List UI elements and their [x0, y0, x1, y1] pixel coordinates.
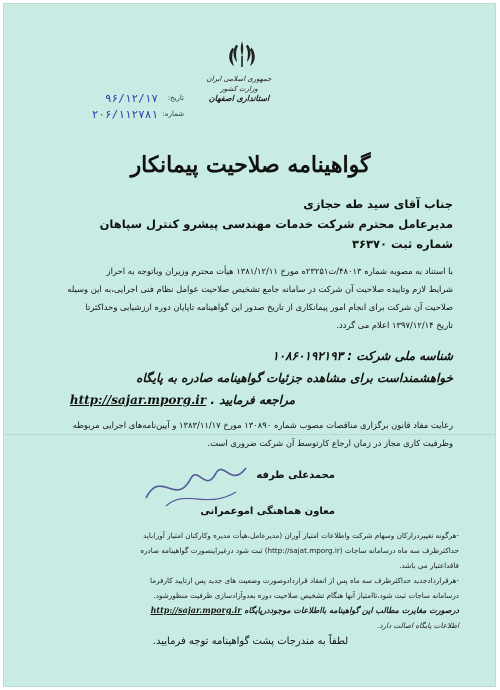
note-line: اطلاعات پایگاه اصالت دارد.	[377, 621, 459, 630]
note-line: درسامانه ساجات ثبت شود،تاامتیاز آنها هنگام تشخیص صلاحیت دوره بعدوآزادسازی ظرفیت منظورشود.	[153, 591, 459, 600]
header-line-ministry: وزارت کشور	[220, 85, 258, 93]
national-id: شناسه ملی شرکت : ۱۰۸۶۰۱۹۲۱۹۳	[272, 349, 453, 363]
notes-block	[39, 528, 459, 633]
certificate-page	[3, 3, 496, 687]
body-line: صلاحیت آن شرکت برای انجام امور پیمانکاری از تاریخ صدور این گواهینامه تاپایان دوره ارزشیابی وحداکثرتا	[85, 302, 453, 312]
recipient-registration: شماره ثبت ۳۶۳۷۰	[351, 237, 453, 251]
note-line-link	[39, 603, 459, 618]
note-line: فاقداعتبار می باشد.	[399, 561, 459, 570]
note-line: -هرگونه تغییردرارکان وسهام شرکت واطلاعات امتیاز آوران (مدیرعامل،هیأت مدیره وکارکنان امتیاز آور)باید	[143, 531, 459, 540]
request-line: خواهشمنداست برای مشاهده جزئیات گواهینامه صادره به پایگاه	[136, 371, 453, 385]
body-paragraph	[43, 262, 453, 334]
note-line: حداکثرظرف سه ماه درسامانه ساجات (http://sajat.mporg.ir) ثبت شود درغیراینصورت گواهینامه صادره	[140, 546, 459, 555]
header-line-country: جمهوری اسلامی ایران	[206, 75, 272, 83]
recipient-position: مدیرعامل محترم شرکت خدمات مهندسی پیشرو کنترل سپاهان	[99, 217, 453, 231]
body-line: با استناد به مصوبه شماره ۴۸۰۱۳/ت۲۳۲۵۱ه مورخ ۱۳۸۱/۱۲/۱۱ هیأت محترم وزیران وباتوجه به احراز	[106, 266, 453, 276]
site-row	[70, 390, 295, 410]
date-value: ۹۶/۱۲/۱۷	[105, 91, 158, 105]
note-text: درصورت مغایرت مطالب این گواهینامه بااطلاعات موجوددرپایگاه	[244, 606, 459, 615]
body-line: شرایط لازم وتاییده صلاحیت آن شرکت در سامانه جامع تشخیص صلاحیت عوامل نظام فنی اجرایی،به این وسیله	[67, 284, 453, 294]
header-line-governorate: استانداری اصفهان	[208, 94, 270, 103]
footer-note: لطفاً به مندرجات پشت گواهینامه توجه فرمایید.	[152, 636, 349, 647]
body-line: تاریخ ۱۳۹۷/۱۲/۱۴ اعلام می گردد.	[336, 320, 453, 330]
sajar-link-notes[interactable]: http://sajar.mporg.ir	[150, 605, 242, 615]
number-label: شماره:	[162, 110, 184, 118]
compliance-line: رعایت مفاد قانون برگزاری مناقصات مصوب شماره ۱۳۰۸۹۰ مورخ ۱۳۸۳/۱۱/۱۷ و آیین‌نامه‌های اجرایی مربوطه	[72, 420, 453, 430]
certificate-title: گواهینامه صلاحیت پیمانکار	[130, 152, 371, 178]
note-line: -هرقراردادجدید حداکثرظرف سه ماه پس از انعقاد قراردادوصورت وضعیت های جدید پس ازتایید کارفرما	[150, 576, 459, 585]
sajar-link[interactable]: http://sajar.mporg.ir	[69, 393, 207, 407]
number-row	[34, 106, 184, 122]
iran-emblem-icon	[226, 38, 258, 72]
fold-line	[4, 434, 496, 435]
refer-text: مراجعه فرمایید .	[210, 393, 295, 407]
date-row	[34, 90, 184, 106]
number-value: ۲۰۶/۱۱۲۷۸۱	[91, 107, 158, 121]
signatory-name: محمدعلی طرفه	[256, 470, 335, 481]
letter-meta	[34, 90, 184, 122]
issuer-header	[204, 74, 274, 104]
date-label: تاریخ:	[167, 94, 184, 102]
signatory-title: معاون هماهنگی اموعمرانی	[200, 506, 335, 517]
compliance-line: وظرفیت کاری مجاز در زمان ارجاع کارتوسط آن شرکت ضروری است.	[207, 438, 453, 448]
recipient-greeting: جناب آقای سید طه حجازی	[303, 197, 453, 211]
recipient-block	[43, 194, 453, 254]
